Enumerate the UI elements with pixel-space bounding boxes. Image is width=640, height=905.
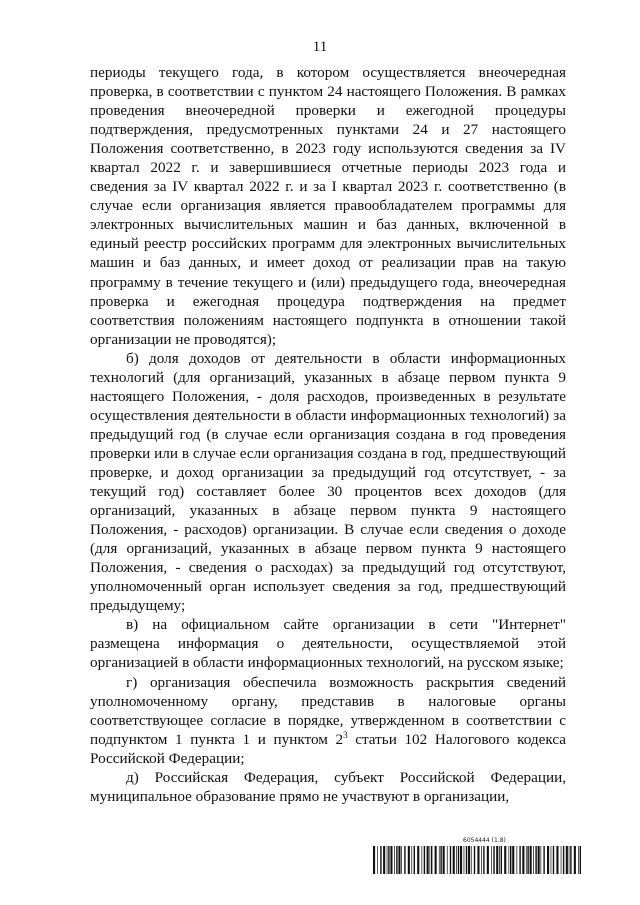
paragraph-item-b: б) доля доходов от деятельности в области информационных технологий (для организаций, указанных в абзаце первом пункта 9 настоящего Положения, - доля расходов, произведенных в результате осуществления деятельности в области информационных технологий) за предыдущий год (в случае если организация создана в год проведения проверки или в случае если организация создана в год, предшествующий проверке, и доход организации за предыдущий год отсутствует, - за текущий год) составляет более 30 процентов всех доходов (для организаций, указанных в абзаце первом пункта 9 настоящего Положения, - расходов) организации. В случае если сведения о доходе (для организаций, указанных в абзаце первом пункта 9 настоящего Положения, - сведения о расходах) за предыдущий год отсутствуют, уполномоченный орган использует сведения за год, предшествующий предыдущему; bbox=[90, 349, 566, 615]
document-stamp bbox=[373, 837, 583, 875]
superscript-exponent: 3 bbox=[343, 729, 348, 740]
document-body bbox=[90, 63, 566, 806]
paragraph-item-d: д) Российская Федерация, субъект Российской Федерации, муниципальное образование прямо не участвуют в организации, bbox=[90, 768, 566, 805]
paragraph-item-g bbox=[90, 673, 566, 768]
page-number: 11 bbox=[312, 39, 328, 55]
paragraph-item-g-tail: статьи 102 Налогового кодекса Российской Федерации; bbox=[90, 730, 566, 767]
paragraph-item-v: в) на официальном сайте организации в сети "Интернет" размещена информация о деятельности, осуществляемой этой организацией в области информационных технологий, на русском языке; bbox=[90, 616, 566, 672]
barcode-image bbox=[373, 846, 583, 874]
stamp-code: 6054444 (1.8) bbox=[463, 837, 506, 844]
paragraph-continuation: периоды текущего года, в котором осуществляется внеочередная проверка, в соответствии с пунктом 24 настоящего Положения. В рамках проведения внеочередной проверки и ежегодной процедуры подтверждения, предусмотренных пунктами 24 и 27 настоящего Положения соответственно, в 2023 году используются сведения за IV квартал 2022 г. и завершившиеся отчетные периоды 2023 года и сведения за IV квартал 2022 г. и за I квартал 2023 г. соответственно (в случае если организация является правообладателем программы для электронных вычислительных машин и баз данных, включенной в единый реестр российских программ для электронных вычислительных машин и баз данных, и имеет доход от реализации прав на такую программу в течение текущего и (или) предыдущего года, внеочередная проверка и ежегодная процедура подтверждения на предмет соответствия положениям настоящего подпункта в отношении такой организации не проводятся); bbox=[90, 64, 566, 348]
paragraph-item-g-text: г) организация обеспечила возможность раскрытия сведений уполномоченному органу, представив в налоговые органы соответствующее согласие в порядке, утвержденном в соответствии с подпунктом 1 пункта 1 и пунктом 2 bbox=[90, 673, 566, 748]
